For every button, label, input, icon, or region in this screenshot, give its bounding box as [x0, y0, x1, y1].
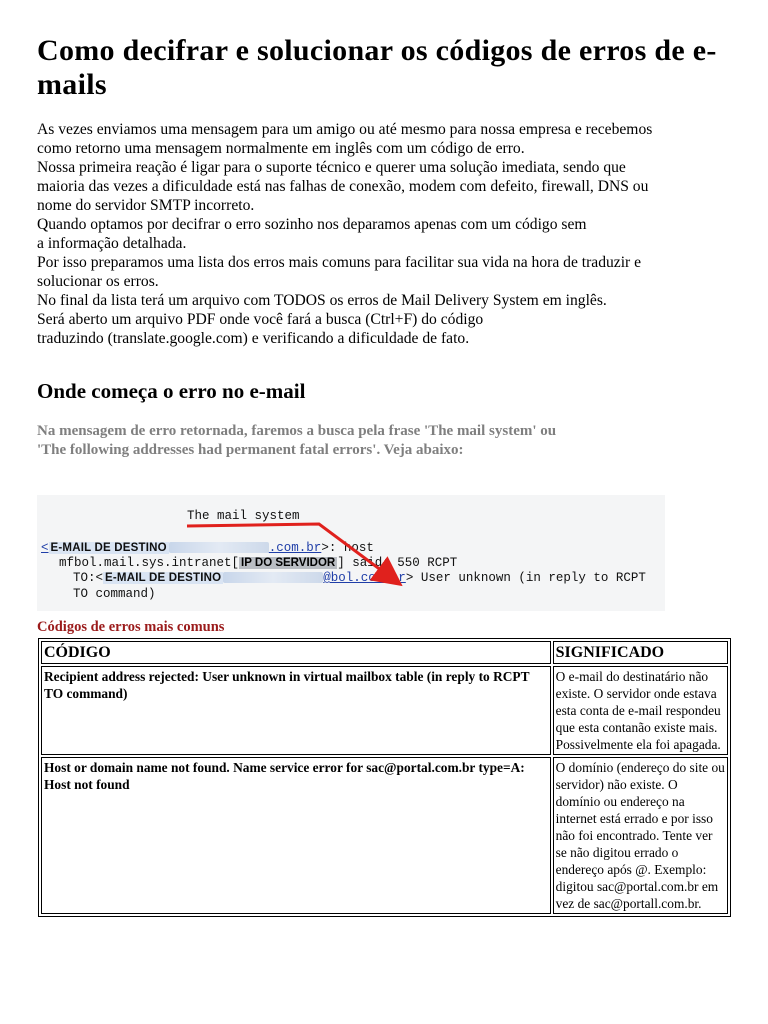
table-caption: Códigos de erros mais comuns: [37, 619, 225, 635]
server-ip-tag: IP DO SERVIDOR: [241, 557, 336, 569]
section-heading: Onde começa o erro no e-mail: [37, 379, 306, 403]
intro-paragraph: [37, 120, 737, 348]
error-meaning-cell: O e-mail do destinatário não existe. O servidor onde estava esta conta de e-mail respondeu que esta contanão existe mais. Possivelmente ela foi apagada.: [553, 666, 728, 755]
intro-line: Será aberto um arquivo PDF onde você fará a busca (Ctrl+F) do código: [37, 311, 484, 328]
error-code-cell: Recipient address rejected: User unknown in virtual mailbox table (in reply to RCPT TO command): [41, 666, 551, 755]
grey-note-line: 'The following addresses had permanent fatal errors'. Veja abaixo:: [37, 442, 464, 458]
table-row: [41, 666, 728, 755]
header-significado: SIGNIFICADO: [553, 641, 728, 664]
intro-line: a informação detalhada.: [37, 235, 187, 252]
error-code-cell: Host or domain name not found. Name service error for sac@portal.com.br type=A: Host not found: [41, 757, 551, 914]
grey-note: [37, 422, 737, 460]
intro-line: como retorno uma mensagem normalmente em inglês com um código de erro.: [37, 140, 525, 157]
table-row: [41, 757, 728, 914]
dest-email-tag-2: E-MAIL DE DESTINO: [105, 572, 222, 584]
table-header-row: [41, 641, 728, 664]
to-prefix: TO:<: [73, 571, 104, 585]
intro-line: As vezes enviamos uma mensagem para um amigo ou até mesmo para nossa empresa e recebemos: [37, 121, 653, 138]
dest-email-tag: E-MAIL DE DESTINO: [50, 542, 167, 554]
intro-line: Nossa primeira reação é ligar para o suporte técnico e querer uma solução imediata, sendo que: [37, 159, 626, 176]
intro-line: Por isso preparamos uma lista dos erros mais comuns para facilitar sua vida na hora de traduzir e: [37, 254, 642, 271]
intro-line: Quando optamos por decifrar o erro sozinho nos deparamos apenas com um código sem: [37, 216, 587, 233]
error-meaning-cell: O domínio (endereço do site ou servidor) não existe. O domínio ou endereço na internet está errado e por isso não foi encontrado. Tente ver se não digitou errado o endereço após @. Exemplo: digitou sac@portal.com.br em vez de sac@portall.com.br.: [553, 757, 728, 914]
red-arrow: [187, 524, 393, 579]
lt-bracket: <: [41, 541, 49, 555]
intro-line: No final da lista terá um arquivo com TODOS os erros de Mail Delivery System em inglês.: [37, 292, 607, 309]
intro-line: traduzindo (translate.google.com) e verificando a dificuldade de fato.: [37, 330, 470, 347]
intro-line: maioria das vezes a dificuldade está nas falhas de conexão, modem com defeito, firewall, DNS ou: [37, 178, 649, 195]
page-title: Como decifrar e solucionar os códigos de erros de e-mails: [37, 34, 717, 101]
error-codes-table: [38, 638, 731, 917]
server-prefix: mfbol.mail.sys.intranet[: [59, 556, 240, 570]
grey-note-line: Na mensagem de erro retornada, faremos a busca pela frase 'The mail system' ou: [37, 423, 557, 439]
intro-line: nome do servidor SMTP incorreto.: [37, 197, 255, 214]
said-text: ] said: 550 RCPT: [337, 556, 458, 570]
host-text: >: host: [321, 541, 374, 555]
error-message-screenshot: [37, 495, 665, 611]
domain-link: .com.br: [268, 541, 322, 555]
intro-line: solucionar os erros.: [37, 273, 159, 290]
header-codigo: CÓDIGO: [41, 641, 551, 664]
the-mail-system-label: The mail system: [187, 509, 300, 523]
user-unknown-text: > User unknown (in reply to RCPT: [405, 571, 646, 585]
screenshot-line-4: TO command): [73, 587, 156, 601]
red-arrow-annotation: [37, 495, 665, 611]
domain-link-2: @bol.com.br: [323, 571, 406, 585]
